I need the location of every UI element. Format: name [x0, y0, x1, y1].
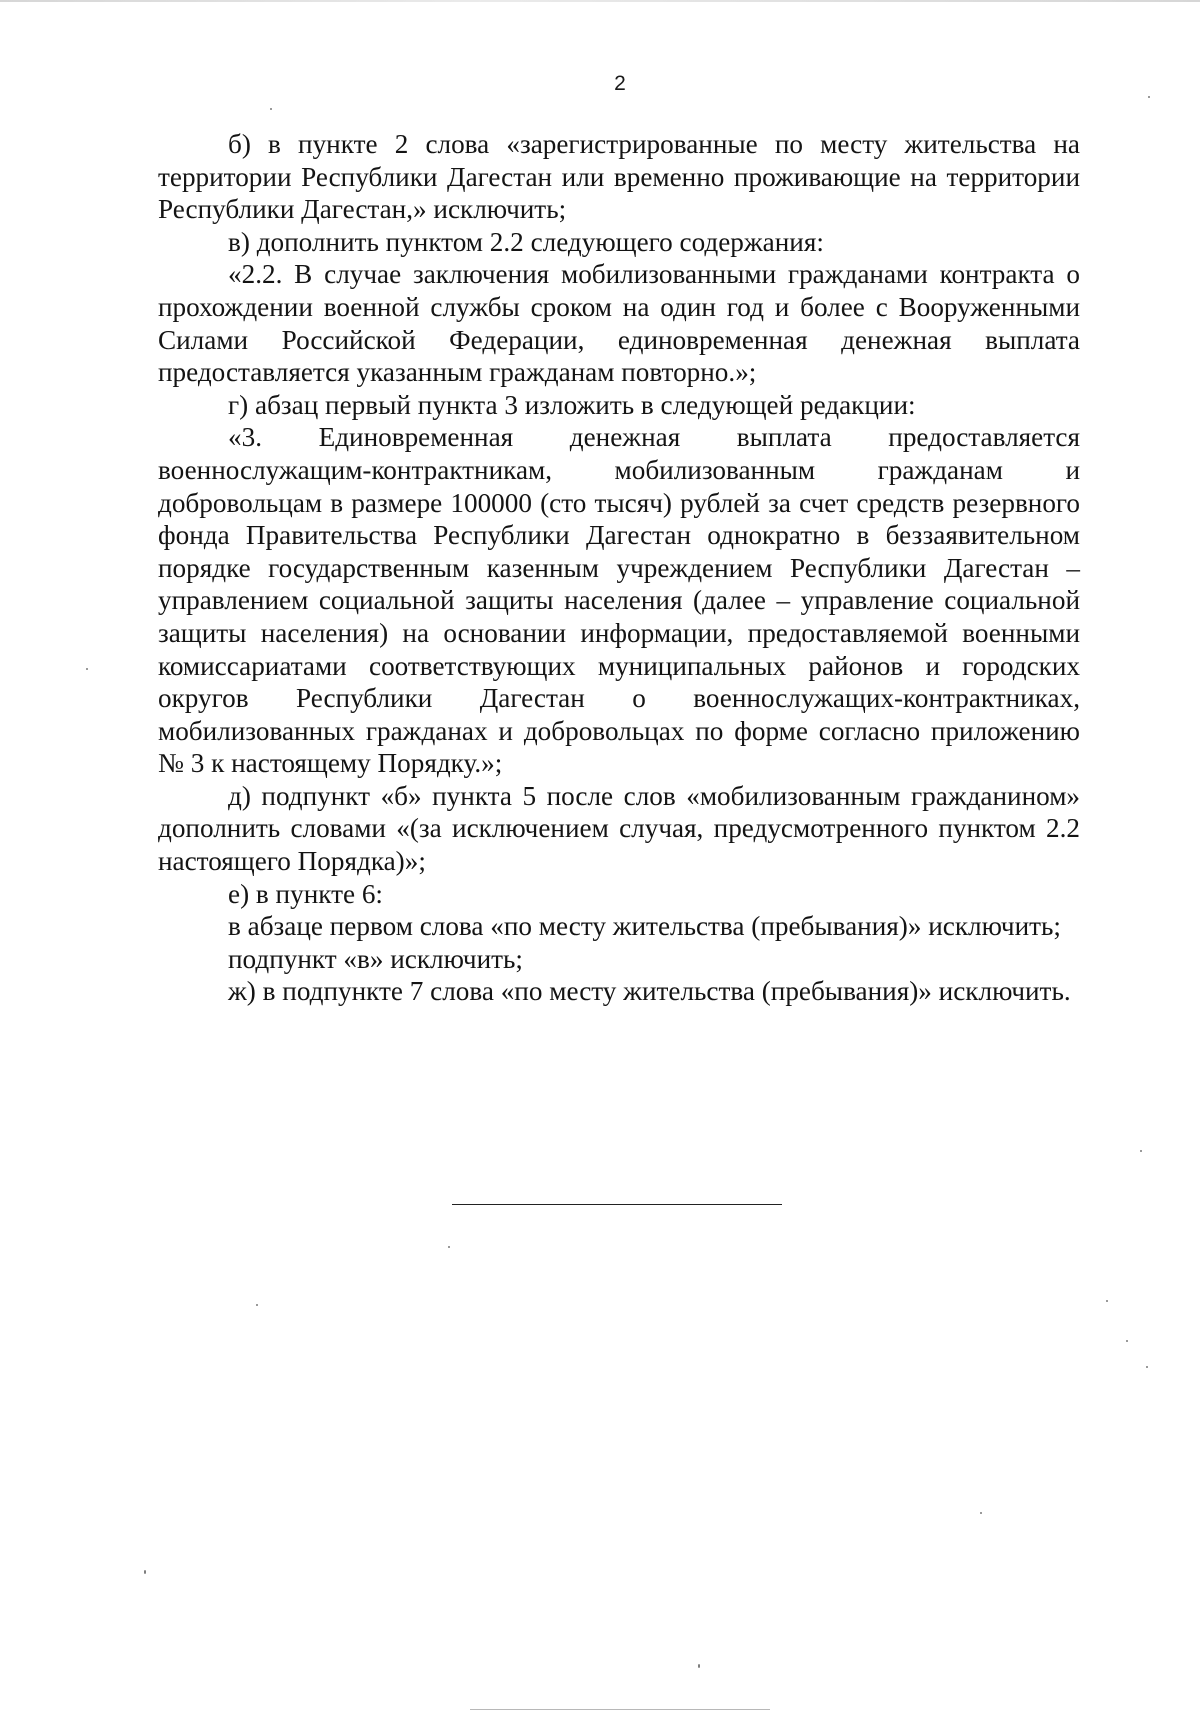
paragraph-g-quote: «3. Единовременная денежная выплата предоставляется военнослужащим-контрактникам, мобилизованным гражданам и добровольцам в размере 100000 (сто тысяч) рублей за счет средств резервного фонда Правительства Республики Дагестан однократно в беззаявительном порядке государственным казенным учреждением Республики Дагестан – управлением социальной защиты населения (далее – управление социальной защиты населения) на основании информации, предоставляемой военными комиссариатами соответствующих муниципальных районов и городских округов Республики Дагестан о военнослужащих-контрактниках, мобилизованных гражданах и добровольцах по форме согласно приложению № 3 к настоящему Порядку.»; — [158, 422, 1080, 779]
scan-speck — [256, 1304, 258, 1306]
scan-speck — [1126, 1340, 1128, 1342]
scan-speck — [1106, 1300, 1108, 1302]
scan-speck — [698, 1664, 700, 1668]
paragraph-v-quote: «2.2. В случае заключения мобилизованными гражданами контракта о прохождении военной службы сроком на один год и более с Вооруженными Силами Российской Федерации, единовременная денежная выплата предоставляется указанным гражданам повторно.»; — [158, 259, 1080, 388]
paragraph-v: в) дополнить пунктом 2.2 следующего содержания: — [228, 226, 824, 257]
scan-speck — [144, 1570, 146, 1574]
document-body — [158, 128, 1080, 1008]
scan-edge-bottom — [470, 1709, 770, 1710]
scan-speck — [86, 668, 88, 670]
scan-speck — [1140, 1150, 1142, 1152]
paragraph-b: б) в пункте 2 слова «зарегистрированные по месту жительства на территории Республики Дагестан или временно проживающие на территории Республики Дагестан,» исключить; — [158, 129, 1080, 225]
end-of-text-rule — [452, 1204, 782, 1205]
paragraph-e: е) в пункте 6: — [228, 878, 383, 909]
scan-speck — [270, 108, 272, 110]
scan-edge-top — [0, 0, 1200, 2]
scan-speck — [1148, 96, 1150, 98]
page-number: 2 — [614, 72, 626, 95]
scan-speck — [1146, 1366, 1148, 1368]
paragraph-e-first: в абзаце первом слова «по месту жительства (пребывания)» исключить; — [228, 911, 1061, 942]
paragraph-e-second: подпункт «в» исключить; — [228, 943, 523, 974]
paragraph-d: д) подпункт «б» пункта 5 после слов «мобилизованным гражданином» дополнить словами «(за исключением случая, предусмотренного пунктом 2.2 настоящего Порядка)»; — [158, 780, 1080, 877]
paragraph-g: г) абзац первый пункта 3 изложить в следующей редакции: — [228, 389, 916, 420]
paragraph-zh: ж) в подпункте 7 слова «по месту жительства (пребывания)» исключить. — [228, 976, 1071, 1007]
scan-speck — [448, 1246, 450, 1248]
scan-speck — [980, 1512, 982, 1514]
